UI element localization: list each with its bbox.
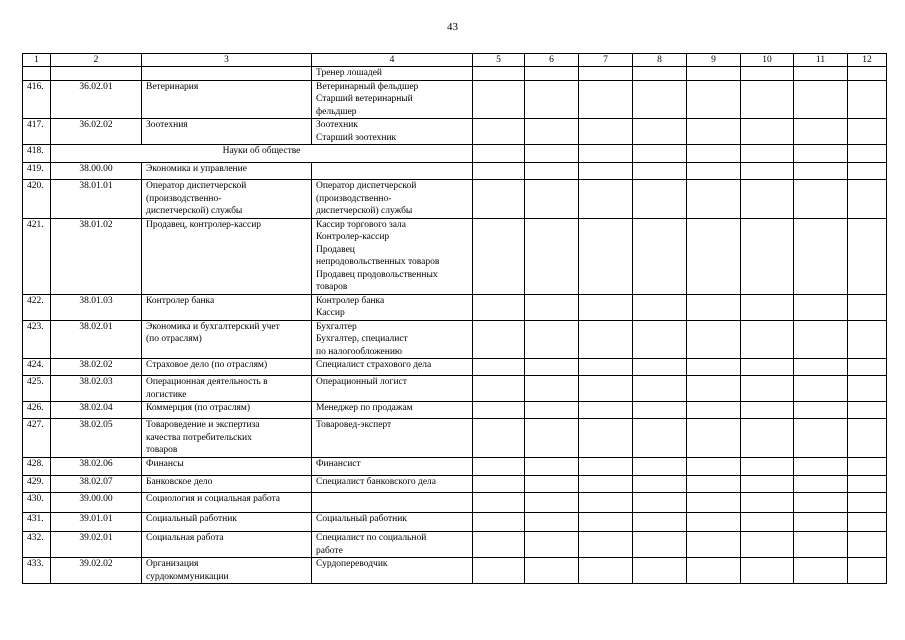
empty-cell [473, 402, 525, 419]
empty-cell [579, 145, 633, 163]
empty-cell [741, 294, 794, 320]
empty-cell [473, 320, 525, 359]
empty-cell [633, 67, 687, 81]
empty-cell [848, 513, 887, 532]
empty-cell [579, 320, 633, 359]
empty-cell [687, 80, 741, 119]
row-number-cell: 433. [23, 558, 51, 584]
code-cell: 39.02.01 [51, 532, 142, 558]
code-cell: 38.01.02 [51, 218, 142, 294]
table-row [23, 359, 887, 376]
table-row [23, 532, 887, 558]
empty-cell [633, 294, 687, 320]
table-row [23, 513, 887, 532]
empty-cell [579, 294, 633, 320]
qualifications-cell: Товаровед-эксперт [312, 419, 473, 458]
specialty-name-cell: Операционная деятельность в логистике [142, 376, 312, 402]
empty-cell [579, 476, 633, 493]
code-cell: 38.01.01 [51, 180, 142, 219]
empty-cell [633, 513, 687, 532]
empty-cell [473, 218, 525, 294]
column-header: 7 [579, 54, 633, 67]
empty-cell [633, 218, 687, 294]
qualifications-cell: Контролер банка Кассир [312, 294, 473, 320]
row-number-cell: 423. [23, 320, 51, 359]
empty-cell [794, 67, 848, 81]
empty-cell [525, 145, 579, 163]
column-header: 3 [142, 54, 312, 67]
specialty-name-cell: Зоотехния [142, 119, 312, 145]
column-header: 2 [51, 54, 142, 67]
code-cell: 36.02.02 [51, 119, 142, 145]
qualifications-cell: Финансист [312, 458, 473, 476]
row-number-cell: 425. [23, 376, 51, 402]
empty-cell [687, 163, 741, 180]
table-row [23, 402, 887, 419]
empty-cell [794, 493, 848, 513]
row-number-cell: 419. [23, 163, 51, 180]
empty-cell [848, 458, 887, 476]
table-row [23, 67, 887, 81]
specialty-name-cell: Коммерция (по отраслям) [142, 402, 312, 419]
empty-cell [473, 119, 525, 145]
empty-cell [579, 558, 633, 584]
empty-cell [741, 513, 794, 532]
empty-cell [525, 320, 579, 359]
empty-cell [525, 419, 579, 458]
empty-cell [473, 532, 525, 558]
empty-cell [848, 558, 887, 584]
qualifications-cell: Бухгалтер Бухгалтер, специалист по налогообложению [312, 320, 473, 359]
empty-cell [794, 80, 848, 119]
code-cell: 38.02.01 [51, 320, 142, 359]
empty-cell [794, 163, 848, 180]
empty-cell [579, 218, 633, 294]
row-number-cell: 418. [23, 145, 51, 163]
empty-cell [633, 180, 687, 219]
empty-cell [525, 402, 579, 419]
qualifications-cell [312, 493, 473, 513]
column-header: 11 [794, 54, 848, 67]
table-row [23, 419, 887, 458]
empty-cell [741, 376, 794, 402]
empty-cell [579, 163, 633, 180]
empty-cell [633, 359, 687, 376]
empty-cell [633, 163, 687, 180]
specialty-name-cell: Социальный работник [142, 513, 312, 532]
empty-cell [525, 180, 579, 219]
empty-cell [741, 402, 794, 419]
code-cell: 39.00.00 [51, 493, 142, 513]
empty-cell [633, 476, 687, 493]
row-number-cell: 417. [23, 119, 51, 145]
specialty-name-cell: Банковское дело [142, 476, 312, 493]
empty-cell [473, 493, 525, 513]
row-number-cell: 416. [23, 80, 51, 119]
column-header: 1 [23, 54, 51, 67]
empty-cell [633, 376, 687, 402]
specialty-name-cell: Социология и социальная работа [142, 493, 312, 513]
table-row [23, 458, 887, 476]
table-row [23, 218, 887, 294]
empty-cell [525, 476, 579, 493]
row-number-cell: 422. [23, 294, 51, 320]
empty-cell [741, 163, 794, 180]
table-row [23, 376, 887, 402]
empty-cell [848, 294, 887, 320]
specialty-name-cell: Социальная работа [142, 532, 312, 558]
empty-cell [848, 476, 887, 493]
empty-cell [794, 294, 848, 320]
row-number-cell [23, 67, 51, 81]
table-row [23, 476, 887, 493]
code-cell: 38.02.06 [51, 458, 142, 476]
empty-cell [794, 320, 848, 359]
empty-cell [687, 493, 741, 513]
qualifications-cell: Специалист страхового дела [312, 359, 473, 376]
row-number-cell: 432. [23, 532, 51, 558]
empty-cell [473, 476, 525, 493]
empty-cell [579, 493, 633, 513]
empty-cell [633, 493, 687, 513]
empty-cell [687, 145, 741, 163]
specialty-name-cell: Контролер банка [142, 294, 312, 320]
empty-cell [473, 294, 525, 320]
empty-cell [741, 419, 794, 458]
empty-cell [473, 180, 525, 219]
empty-cell [848, 163, 887, 180]
empty-cell [473, 419, 525, 458]
empty-cell [525, 359, 579, 376]
empty-cell [794, 376, 848, 402]
empty-cell [525, 532, 579, 558]
empty-cell [473, 513, 525, 532]
specialty-name-cell: Экономика и бухгалтерский учет (по отраслям) [142, 320, 312, 359]
empty-cell [473, 80, 525, 119]
empty-cell [633, 458, 687, 476]
column-header: 5 [473, 54, 525, 67]
specialty-name-cell: Товароведение и экспертиза качества потребительских товаров [142, 419, 312, 458]
empty-cell [741, 80, 794, 119]
empty-cell [525, 163, 579, 180]
qualifications-cell: Кассир торгового зала Контролер-кассир Продавец непродовольственных товаров Продавец продовольственных товаров [312, 218, 473, 294]
qualifications-cell: Специалист банковского дела [312, 476, 473, 493]
empty-cell [794, 402, 848, 419]
qualifications-cell: Зоотехник Старший зоотехник [312, 119, 473, 145]
column-header-row [23, 54, 887, 67]
qualifications-cell: Ветеринарный фельдшер Старший ветеринарный фельдшер [312, 80, 473, 119]
empty-cell [794, 558, 848, 584]
empty-cell [687, 376, 741, 402]
empty-cell [687, 402, 741, 419]
empty-cell [579, 419, 633, 458]
code-cell: 36.02.01 [51, 80, 142, 119]
row-number-cell: 428. [23, 458, 51, 476]
code-cell: 38.02.02 [51, 359, 142, 376]
empty-cell [848, 419, 887, 458]
code-cell: 38.01.03 [51, 294, 142, 320]
empty-cell [687, 180, 741, 219]
code-cell: 38.00.00 [51, 163, 142, 180]
empty-cell [848, 218, 887, 294]
empty-cell [633, 80, 687, 119]
empty-cell [687, 419, 741, 458]
table-row [23, 80, 887, 119]
table-row [23, 294, 887, 320]
specialty-name-cell: Финансы [142, 458, 312, 476]
empty-cell [848, 320, 887, 359]
qualifications-cell: Менеджер по продажам [312, 402, 473, 419]
empty-cell [633, 119, 687, 145]
row-number-cell: 429. [23, 476, 51, 493]
code-cell: 38.02.04 [51, 402, 142, 419]
empty-cell [741, 532, 794, 558]
empty-cell [633, 320, 687, 359]
empty-cell [525, 218, 579, 294]
row-number-cell: 430. [23, 493, 51, 513]
row-number-cell: 431. [23, 513, 51, 532]
empty-cell [741, 476, 794, 493]
empty-cell [848, 532, 887, 558]
empty-cell [741, 558, 794, 584]
empty-cell [848, 376, 887, 402]
empty-cell [741, 180, 794, 219]
empty-cell [794, 180, 848, 219]
empty-cell [687, 476, 741, 493]
empty-cell [848, 402, 887, 419]
empty-cell [525, 513, 579, 532]
row-number-cell: 421. [23, 218, 51, 294]
empty-cell [579, 67, 633, 81]
empty-cell [633, 532, 687, 558]
column-header: 10 [741, 54, 794, 67]
empty-cell [848, 359, 887, 376]
empty-cell [633, 558, 687, 584]
empty-cell [687, 458, 741, 476]
qualifications-cell: Оператор диспетчерской (производственно- диспетчерской) службы [312, 180, 473, 219]
empty-cell [525, 119, 579, 145]
empty-cell [579, 376, 633, 402]
empty-cell [473, 145, 525, 163]
row-number-cell: 424. [23, 359, 51, 376]
empty-cell [687, 67, 741, 81]
specialty-name-cell: Оператор диспетчерской (производственно- диспетчерской) службы [142, 180, 312, 219]
empty-cell [794, 145, 848, 163]
column-header: 8 [633, 54, 687, 67]
qualifications-cell: Специалист по социальной работе [312, 532, 473, 558]
empty-cell [794, 218, 848, 294]
table-row [23, 493, 887, 513]
empty-cell [848, 119, 887, 145]
empty-cell [794, 419, 848, 458]
empty-cell [848, 67, 887, 81]
code-cell: 38.02.03 [51, 376, 142, 402]
code-cell: 39.01.01 [51, 513, 142, 532]
specialty-name-cell: Продавец, контролер-кассир [142, 218, 312, 294]
empty-cell [525, 67, 579, 81]
row-number-cell: 427. [23, 419, 51, 458]
empty-cell [579, 402, 633, 419]
empty-cell [525, 80, 579, 119]
empty-cell [633, 145, 687, 163]
table-row [23, 180, 887, 219]
table-row [23, 320, 887, 359]
empty-cell [741, 145, 794, 163]
empty-cell [473, 163, 525, 180]
empty-cell [473, 359, 525, 376]
column-header: 12 [848, 54, 887, 67]
empty-cell [687, 359, 741, 376]
specialty-name-cell: Страховое дело (по отраслям) [142, 359, 312, 376]
empty-cell [579, 80, 633, 119]
empty-cell [741, 359, 794, 376]
empty-cell [794, 476, 848, 493]
table-row [23, 558, 887, 584]
column-header: 4 [312, 54, 473, 67]
empty-cell [794, 513, 848, 532]
empty-cell [741, 67, 794, 81]
qualifications-cell [312, 163, 473, 180]
column-header: 9 [687, 54, 741, 67]
table-row [23, 145, 887, 163]
empty-cell [687, 558, 741, 584]
empty-cell [579, 513, 633, 532]
empty-cell [579, 458, 633, 476]
specialty-name-cell: Ветеринария [142, 80, 312, 119]
empty-cell [473, 458, 525, 476]
table-row [23, 119, 887, 145]
code-cell: 39.02.02 [51, 558, 142, 584]
empty-cell [848, 180, 887, 219]
row-number-cell: 426. [23, 402, 51, 419]
empty-cell [741, 218, 794, 294]
empty-cell [687, 532, 741, 558]
empty-cell [473, 376, 525, 402]
qualifications-cell: Сурдопереводчик [312, 558, 473, 584]
empty-cell [579, 532, 633, 558]
empty-cell [848, 493, 887, 513]
empty-cell [687, 320, 741, 359]
code-cell [51, 67, 142, 81]
empty-cell [525, 376, 579, 402]
empty-cell [687, 218, 741, 294]
empty-cell [473, 67, 525, 81]
empty-cell [525, 294, 579, 320]
column-header: 6 [525, 54, 579, 67]
empty-cell [579, 359, 633, 376]
qualifications-cell: Тренер лошадей [312, 67, 473, 81]
specialty-name-cell [142, 67, 312, 81]
specialty-name-cell: Экономика и управление [142, 163, 312, 180]
code-cell: 38.02.05 [51, 419, 142, 458]
empty-cell [633, 419, 687, 458]
empty-cell [473, 558, 525, 584]
empty-cell [579, 180, 633, 219]
empty-cell [687, 294, 741, 320]
code-cell: 38.02.07 [51, 476, 142, 493]
specialty-name-cell: Организация сурдокоммуникации [142, 558, 312, 584]
empty-cell [525, 558, 579, 584]
table-row [23, 163, 887, 180]
section-heading-cell: Науки об обществе [51, 145, 473, 163]
empty-cell [741, 493, 794, 513]
empty-cell [794, 532, 848, 558]
empty-cell [579, 119, 633, 145]
empty-cell [525, 493, 579, 513]
qualifications-cell: Социальный работник [312, 513, 473, 532]
empty-cell [848, 80, 887, 119]
empty-cell [848, 145, 887, 163]
empty-cell [794, 458, 848, 476]
empty-cell [741, 458, 794, 476]
empty-cell [794, 359, 848, 376]
empty-cell [741, 320, 794, 359]
empty-cell [794, 119, 848, 145]
empty-cell [741, 119, 794, 145]
qualifications-cell: Операционный логист [312, 376, 473, 402]
page-number: 43 [447, 21, 458, 33]
row-number-cell: 420. [23, 180, 51, 219]
empty-cell [687, 513, 741, 532]
specialties-table [22, 53, 887, 584]
empty-cell [633, 402, 687, 419]
empty-cell [525, 458, 579, 476]
empty-cell [687, 119, 741, 145]
